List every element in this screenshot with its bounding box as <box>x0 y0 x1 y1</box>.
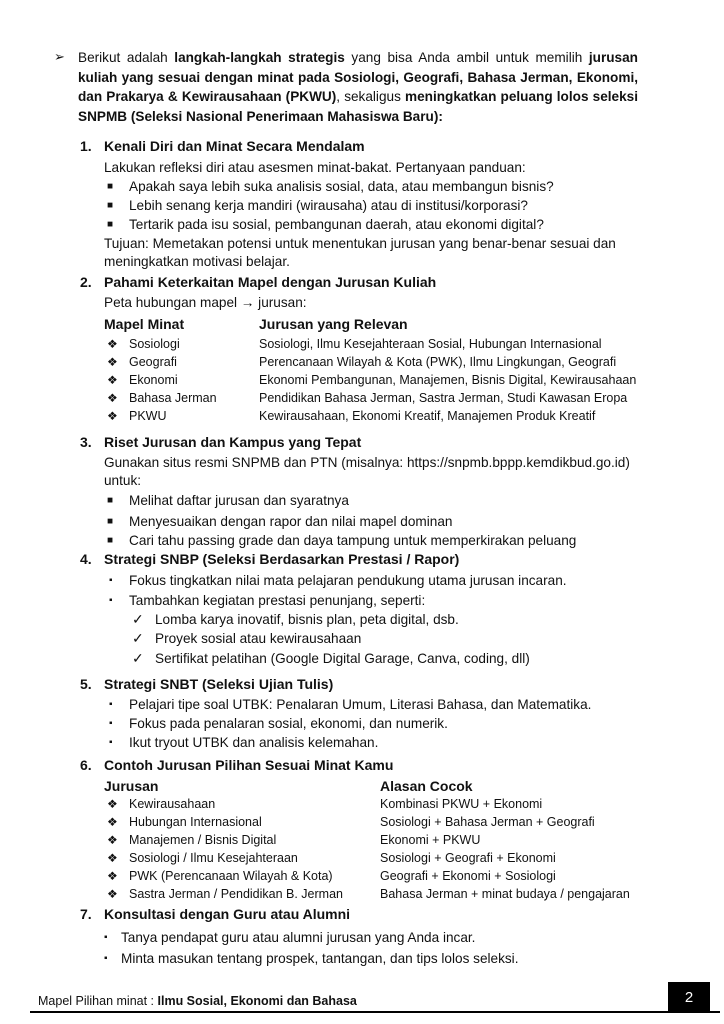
table-cell-mapel: PKWU <box>129 409 167 423</box>
section-7-number: 7. <box>80 906 92 922</box>
section-1-item: Lebih senang kerja mandiri (wirausaha) atau di institusi/korporasi? <box>129 198 528 213</box>
footer-text <box>38 994 357 1008</box>
table-cell-jurusan: Sosiologi, Ilmu Kesejahteraan Sosial, Hubungan Internasional <box>259 337 602 351</box>
footer-label: Mapel Pilihan minat : <box>38 994 158 1008</box>
section-5-item: Ikut tryout UTBK dan analisis kelemahan. <box>129 735 379 750</box>
section-4-item: Tambahkan kegiatan prestasi penunjang, seperti: <box>129 593 426 608</box>
square-bullet-icon: ■ <box>107 181 114 192</box>
section-2-intro: Peta hubungan mapel → jurusan: <box>104 295 307 310</box>
check-icon: ✓ <box>132 650 144 666</box>
section-4-item: Fokus tingkatkan nilai mata pelajaran pendukung utama jurusan incaran. <box>129 573 567 588</box>
small-square-bullet-icon: ▪ <box>109 595 113 606</box>
section-5-item: Pelajari tipe soal UTBK: Penalaran Umum, Literasi Bahasa, dan Matematika. <box>129 697 592 712</box>
intro-bold-3: meningkatkan peluang lolos seleksi SNPMB (Seleksi Nasional Penerimaan Mahasiswa Baru): <box>78 89 638 124</box>
small-square-bullet-icon: ▪ <box>104 953 108 964</box>
table-cell-jurusan: Perencanaan Wilayah & Kota (PWK), Ilmu Lingkungan, Geografi <box>259 355 617 369</box>
square-bullet-icon: ■ <box>107 219 114 230</box>
diamond-bullet-icon: ❖ <box>107 833 118 847</box>
footer-divider <box>30 1011 720 1013</box>
section-5-title: Strategi SNBT (Seleksi Ujian Tulis) <box>104 676 334 692</box>
check-icon: ✓ <box>132 630 144 646</box>
small-square-bullet-icon: ▪ <box>109 575 113 586</box>
table-cell-jurusan: Ekonomi Pembangunan, Manajemen, Bisnis Digital, Kewirausahaan <box>259 373 637 387</box>
section-1-goal-line-1: Tujuan: Memetakan potensi untuk menentukan jurusan yang benar-benar sesuai dan <box>104 236 616 251</box>
table-cell-alasan: Bahasa Jerman + minat budaya / pengajaran <box>380 887 630 901</box>
diamond-bullet-icon: ❖ <box>107 409 118 423</box>
diamond-bullet-icon: ❖ <box>107 869 118 883</box>
section-3-intro-line-2: untuk: <box>104 473 142 488</box>
table-cell-alasan: Kombinasi PKWU + Ekonomi <box>380 797 543 811</box>
section-7-item: Minta masukan tentang prospek, tantangan, dan tips lolos seleksi. <box>121 951 519 966</box>
diamond-bullet-icon: ❖ <box>107 391 118 405</box>
intro-bold-2: jurusan kuliah yang sesuai dengan minat pada Sosiologi, Geografi, Bahasa Jerman, Ekonomi, dan Prakarya & Kewirausahaan (PKWU) <box>78 50 638 104</box>
table-cell-jurusan: Sastra Jerman / Pendidikan B. Jerman <box>129 887 343 901</box>
table-cell-jurusan: Pendidikan Bahasa Jerman, Sastra Jerman, Studi Kawasan Eropa <box>259 391 628 405</box>
section-3-item: Melihat daftar jurusan dan syaratnya <box>129 493 349 508</box>
section-5-item: Fokus pada penalaran sosial, ekonomi, dan numerik. <box>129 716 448 731</box>
arrow-bullet-icon: ➢ <box>54 49 65 64</box>
section-1-intro: Lakukan refleksi diri atau asesmen minat-bakat. Pertanyaan panduan: <box>104 160 526 175</box>
page-number-badge: 2 <box>668 982 710 1012</box>
intro-paragraph <box>78 48 638 126</box>
intro-bold-1: langkah-langkah strategis <box>174 50 345 65</box>
section-2-title: Pahami Keterkaitan Mapel dengan Jurusan Kuliah <box>104 274 437 290</box>
table-cell-alasan: Sosiologi + Geografi + Ekonomi <box>380 851 556 865</box>
section-3-item: Cari tahu passing grade dan daya tampung untuk memperkirakan peluang <box>129 533 577 548</box>
square-bullet-icon: ■ <box>107 516 114 527</box>
footer-subject: Ilmu Sosial, Ekonomi dan Bahasa <box>157 994 357 1008</box>
section-2-number: 2. <box>80 274 92 290</box>
table-cell-mapel: Geografi <box>129 355 177 369</box>
section-6-title: Contoh Jurusan Pilihan Sesuai Minat Kamu <box>104 757 394 773</box>
table-cell-jurusan: Manajemen / Bisnis Digital <box>129 833 277 847</box>
small-square-bullet-icon: ▪ <box>104 932 108 943</box>
table-cell-mapel: Ekonomi <box>129 373 178 387</box>
section-4-check-item: Sertifikat pelatihan (Google Digital Garage, Canva, coding, dll) <box>155 651 530 666</box>
table-cell-mapel: Bahasa Jerman <box>129 391 217 405</box>
table-header-jurusan: Jurusan yang Relevan <box>259 316 408 332</box>
section-3-intro-line-1: Gunakan situs resmi SNPMB dan PTN (misalnya: https://snpmb.bppp.kemdikbud.go.id) <box>104 455 630 470</box>
section-4-number: 4. <box>80 551 92 567</box>
square-bullet-icon: ■ <box>107 535 114 546</box>
section-1-goal-line-2: meningkatkan motivasi belajar. <box>104 254 290 269</box>
check-icon: ✓ <box>132 611 144 627</box>
intro-text-1: Berikut adalah <box>78 50 175 65</box>
table-cell-alasan: Ekonomi + PKWU <box>380 833 481 847</box>
diamond-bullet-icon: ❖ <box>107 887 118 901</box>
table-header-jurusan: Jurusan <box>104 778 159 794</box>
intro-text-2: yang bisa Anda ambil untuk memilih <box>344 50 589 65</box>
section-1-item: Apakah saya lebih suka analisis sosial, data, atau membangun bisnis? <box>129 179 554 194</box>
table-cell-jurusan: Kewirausahaan, Ekonomi Kreatif, Manajemen Produk Kreatif <box>259 409 596 423</box>
table-cell-jurusan: Sosiologi / Ilmu Kesejahteraan <box>129 851 298 865</box>
diamond-bullet-icon: ❖ <box>107 797 118 811</box>
square-bullet-icon: ■ <box>107 495 114 506</box>
table-header-mapel: Mapel Minat <box>104 316 185 332</box>
table-cell-alasan: Sosiologi + Bahasa Jerman + Geografi <box>380 815 595 829</box>
diamond-bullet-icon: ❖ <box>107 815 118 829</box>
section-1-item: Tertarik pada isu sosial, pembangunan daerah, atau ekonomi digital? <box>129 217 544 232</box>
section-4-title: Strategi SNBP (Seleksi Berdasarkan Prestasi / Rapor) <box>104 551 460 567</box>
table-cell-mapel: Sosiologi <box>129 337 180 351</box>
section-7-item: Tanya pendapat guru atau alumni jurusan yang Anda incar. <box>121 930 476 945</box>
table-header-alasan: Alasan Cocok <box>380 778 473 794</box>
section-4-check-item: Proyek sosial atau kewirausahaan <box>155 631 362 646</box>
diamond-bullet-icon: ❖ <box>107 337 118 351</box>
diamond-bullet-icon: ❖ <box>107 373 118 387</box>
section-3-number: 3. <box>80 434 92 450</box>
section-4-check-item: Lomba karya inovatif, bisnis plan, peta digital, dsb. <box>155 612 459 627</box>
section-3-title: Riset Jurusan dan Kampus yang Tepat <box>104 434 362 450</box>
diamond-bullet-icon: ❖ <box>107 851 118 865</box>
section-1-number: 1. <box>80 138 92 154</box>
intro-text-3: , sekaligus <box>336 89 405 104</box>
section-1-title: Kenali Diri dan Minat Secara Mendalam <box>104 138 365 154</box>
section-7-title: Konsultasi dengan Guru atau Alumni <box>104 906 351 922</box>
table-cell-alasan: Geografi + Ekonomi + Sosiologi <box>380 869 556 883</box>
table-cell-jurusan: Hubungan Internasional <box>129 815 262 829</box>
section-3-item: Menyesuaikan dengan rapor dan nilai mapel dominan <box>129 514 453 529</box>
diamond-bullet-icon: ❖ <box>107 355 118 369</box>
small-square-bullet-icon: ▪ <box>109 718 113 729</box>
small-square-bullet-icon: ▪ <box>109 737 113 748</box>
table-cell-jurusan: PWK (Perencanaan Wilayah & Kota) <box>129 869 333 883</box>
table-cell-jurusan: Kewirausahaan <box>129 797 216 811</box>
section-6-number: 6. <box>80 757 92 773</box>
square-bullet-icon: ■ <box>107 200 114 211</box>
small-square-bullet-icon: ▪ <box>109 699 113 710</box>
section-5-number: 5. <box>80 676 92 692</box>
